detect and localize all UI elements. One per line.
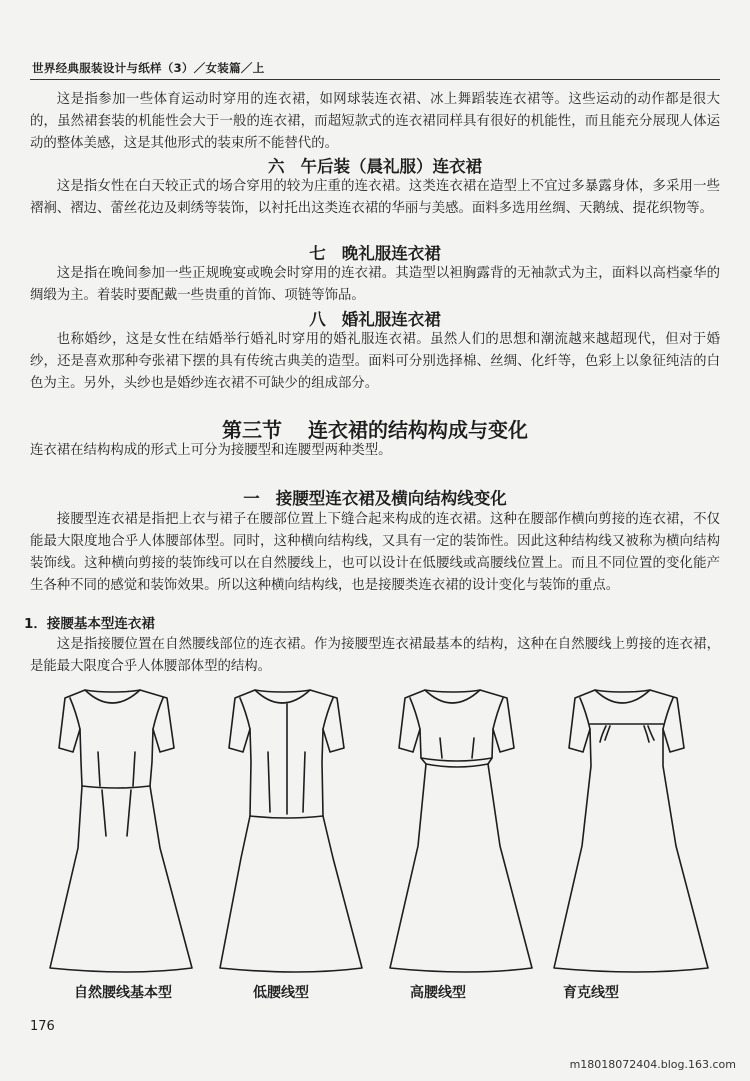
subsection-six-number: 六 [268,157,285,176]
paragraph-section-intro: 连衣裙在结构构成的形式上可分为接腰型和连腰型两种类型。 [30,443,392,458]
dress-low-waist [220,690,362,972]
part-one-title: 接腰型连衣裙及横向结构线变化 [275,489,507,508]
dress-yoke-outline [554,690,708,972]
paragraph-basic-waist: 这是指接腰位置在自然腰线部位的连衣裙。作为接腰型连衣裙最基本的结构，这种在自然腰线上剪接的连衣裙，是能最大限度合乎人体腰部体型的结构。 [30,637,720,674]
dress-low-waist-outline [220,690,362,972]
item-one-heading: 1．接腰基本型连衣裙 [24,616,155,632]
section-heading [0,414,750,443]
caption-low-waist: 低腰线型 [253,985,309,1001]
dress-high-waist-high-seam [421,758,492,767]
subsection-seven-number: 七 [309,244,326,263]
caption-yoke: 育克线型 [563,985,619,1001]
dress-high-waist-darts [440,738,474,758]
subsection-eight-number: 八 [309,310,326,329]
dress-high-waist [390,690,532,972]
section-title: 连衣裙的结构构成与变化 [308,418,528,442]
dress-natural-waist [50,690,192,972]
subsection-six-heading [0,153,750,177]
paragraph-evening-dress: 这是指在晚间参加一些正规晚宴或晚会时穿用的连衣裙。其造型以袒胸露背的无袖款式为主，面料以高档豪华的绸缎为主。着装时要配戴一些贵重的首饰、项链等饰品。 [30,266,720,303]
page-number: 176 [30,1019,55,1034]
dress-natural-waist-outline [50,690,192,972]
part-one-number: 一 [243,489,260,508]
paragraph-wedding-dress: 也称婚纱，这是女性在结婚举行婚礼时穿用的婚礼服连衣裙。虽然人们的思想和潮流越来越超现代，但对于婚纱，还是喜欢那种夸张裙下摆的具有传统古典美的造型。面料可分别选择棉、丝绸、化纤等，色彩上以象征纯洁的白色为主。另外，头纱也是婚纱连衣裙不可缺少的组成部分。 [30,332,720,391]
dress-yoke [554,690,708,972]
subsection-eight-title: 婚礼服连衣裙 [341,310,441,329]
part-one-heading [0,485,750,509]
dress-illustrations [40,686,720,976]
subsection-seven-heading [0,240,750,264]
header-rule [30,79,720,80]
subsection-eight-heading [0,306,750,330]
paragraph-sports-dress: 这是指参加一些体育运动时穿用的连衣裙，如网球装连衣裙、冰上舞蹈装连衣裙等。这些运动的动作都是很大的，虽然裙套装的机能性会大于一般的连衣裙，而超短款式的连衣裙同样具有很好的机能性，而且能充分展现人体运动的整体美感，这是其他形式的装束所不能替代的。 [30,92,720,151]
dress-low-waist-low-seam [250,816,323,818]
dress-high-waist-outline [390,690,532,972]
subsection-seven-title: 晚礼服连衣裙 [341,244,441,263]
caption-natural-waist: 自然腰线基本型 [74,985,172,1001]
caption-high-waist: 高腰线型 [410,985,466,1001]
dress-natural-waist-waist-seam [82,786,150,788]
running-head: 世界经典服装设计与纸样（3）／女装篇／上 [32,61,265,75]
section-number: 第三节 [222,418,282,442]
dress-yoke-gathers [600,726,654,742]
paragraph-waist-seam: 接腰型连衣裙是指把上衣与裙子在腰部位置上下缝合起来构成的连衣裙。这种在腰部作横向剪接的连衣裙，不仅能最大限度地合乎人体腰部体型。同时，这种横向结构线，又具有一定的装饰性。因此这种结构线又被称为横向结构装饰线。这种横向剪接的装饰线可以在自然腰线上，也可以设计在低腰线或高腰线位置上。而且不同位置的变化能产生各种不同的感觉和装饰效果。所以这种横向结构线，也是接腰类连衣裙的设计变化与装饰的重点。 [30,512,720,593]
subsection-six-title: 午后装（晨礼服）连衣裙 [300,157,482,176]
dress-natural-waist-darts [98,752,135,836]
blog-watermark: m18018072404.blog.163.com [569,1058,736,1071]
paragraph-afternoon-dress: 这是指女性在白天较正式的场合穿用的较为庄重的连衣裙。这类连衣裙在造型上不宜过多暴露身体，多采用一些褶裥、褶边、蕾丝花边及刺绣等装饰，以衬托出这类连衣裙的华丽与美感。面料多选用丝绸、天鹅绒、提花织物等。 [30,179,720,216]
